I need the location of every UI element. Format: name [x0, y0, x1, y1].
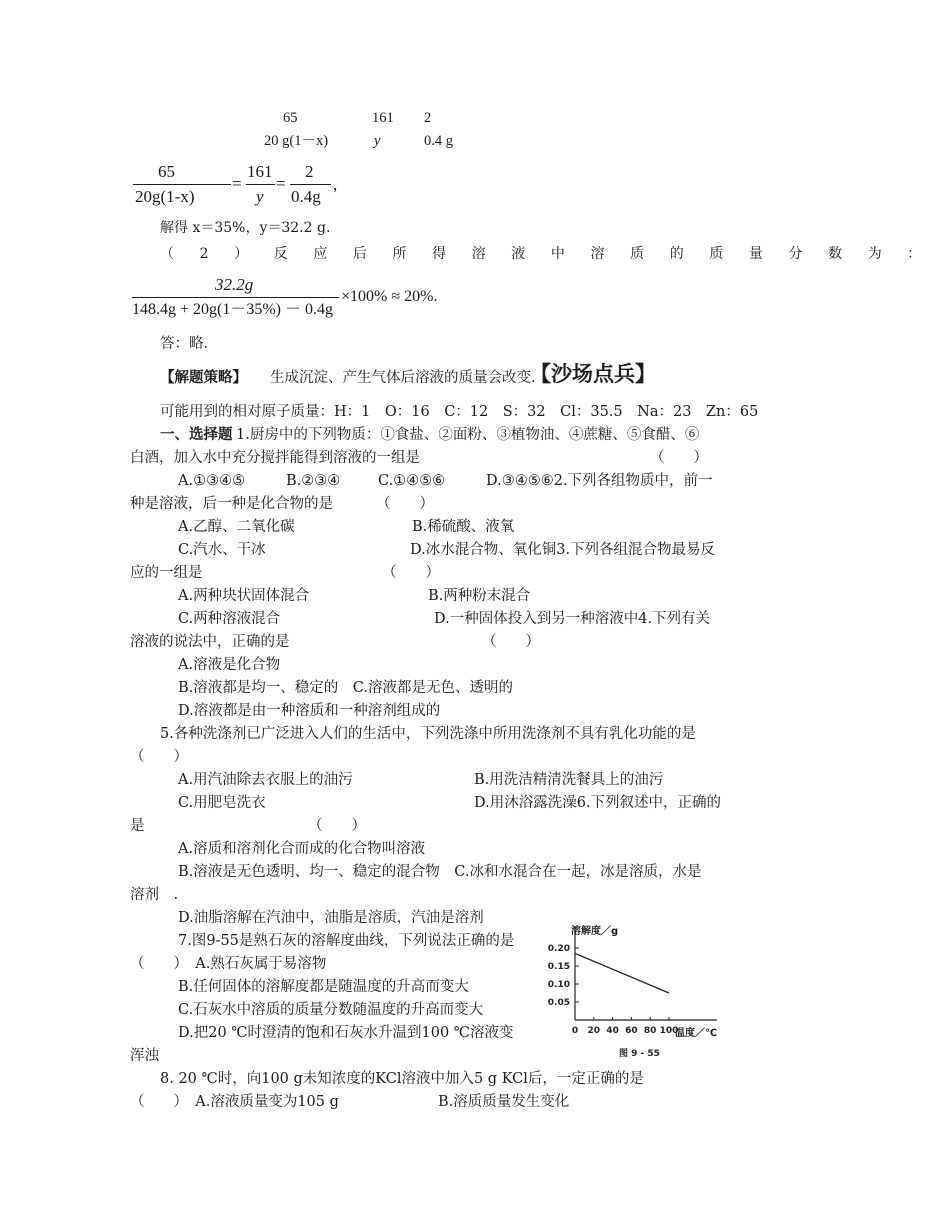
chart-y-tick-label: 0.20 — [547, 944, 570, 954]
q3-answer-paren: （ ） — [382, 565, 440, 581]
q6-answer-paren: （ ） — [308, 818, 366, 834]
frac3-num: 2 — [305, 162, 314, 181]
q6-option-c-cont: 溶剂 . — [130, 887, 179, 903]
q6-stem-2: 是 — [130, 818, 145, 834]
q2-option-b: B.稀硫酸、液氧 — [412, 519, 515, 535]
q1-stem-2: 白酒，加入水中充分搅拌能得到溶液的一组是 — [130, 450, 420, 466]
chart-series-line — [575, 953, 669, 993]
section-title: 【沙场点兵】 — [530, 362, 656, 386]
q6-option-a: A.溶质和溶剂化合而成的化合物叫溶液 — [178, 841, 426, 857]
frac3-bar — [290, 184, 331, 185]
q7-stem: 7.图9-55是熟石灰的溶解度曲线，下列说法正确的是 — [178, 933, 515, 949]
frac1-num: 65 — [158, 162, 175, 181]
q2-option-d-q3-stem: D.冰水混合物、氧化铜3.下列各组混合物最易反 — [410, 542, 716, 558]
q8-option-b: B.溶质质量发生变化 — [438, 1094, 570, 1110]
eq-row2-y: y — [374, 133, 381, 149]
proportion-comma: , — [333, 175, 338, 194]
eq-row1-zn: 65 — [283, 110, 298, 126]
solubility-chart — [535, 918, 745, 1058]
chart-y-tick-label: 0.10 — [547, 980, 570, 990]
part2-line: （2）反应后所得溶液中溶质的质量分数为： — [160, 246, 947, 262]
q7-option-c: C.石灰水中溶质的质量分数随温度的升高而变大 — [178, 1002, 484, 1018]
frac2-bar — [246, 184, 275, 185]
atomic-masses-line: 可能用到的相对原子质量：H：1 O：16 C：12 S：32 Cl：35.5 Na：23 Zn：65 — [160, 404, 759, 420]
q3-option-b: B.两种粉末混合 — [428, 588, 531, 604]
q2-option-c: C.汽水、干冰 — [178, 542, 266, 558]
q2-answer-paren: （ ） — [376, 496, 434, 512]
answer-line: 答：略. — [160, 336, 209, 352]
q4-stem-2: 溶液的说法中，正确的是 — [130, 634, 290, 650]
q5-option-d-q6-stem: D.用沐浴露洗澡6.下列叙述中，正确的 — [474, 795, 722, 811]
q3-stem-2: 应的一组是 — [130, 565, 203, 581]
strategy-text: 生成沉淀、产生气体后溶液的质量会改变. — [270, 370, 536, 386]
chart-y-axis-label: 溶解度／g — [571, 926, 619, 937]
chart-x-tick-label: 100 — [659, 1026, 679, 1036]
q5-stem: 5.各种洗涤剂已广泛进入人们的生活中，下列洗涤中所用洗涤剂不具有乳化功能的是 — [160, 726, 696, 742]
q5-option-b: B.用洗洁精清洗餐具上的油污 — [474, 772, 664, 788]
frac1-den: 20g(1-x) — [135, 187, 195, 206]
eq-sign-1: = — [232, 174, 242, 193]
chart-x-tick-label: 0 — [571, 1026, 579, 1036]
strategy-label: 【解题策略】 — [160, 369, 247, 386]
formula2-den: 148.4g + 20g(1－35%) － 0.4g — [132, 301, 334, 318]
frac2-num: 161 — [247, 162, 273, 181]
q1-stem-1: 1.厨房中的下列物质：①食盐、②面粉、③植物油、④蔗糖、⑤食醋、⑥ — [236, 427, 700, 443]
frac1-bar — [133, 184, 231, 185]
chart-x-tick-label: 20 — [587, 1026, 601, 1036]
q4-option-b-c: B.溶液都是均一、稳定的 C.溶液都是无色、透明的 — [178, 680, 513, 696]
q5-answer-paren: （ ） — [130, 749, 188, 765]
q1-option-c: C.①④⑤⑥ — [378, 473, 446, 489]
q1-option-a: A.①③④⑤ — [178, 473, 246, 489]
q3-option-c: C.两种溶液混合 — [178, 611, 281, 627]
q3-option-d-q4-stem: D.一种固体投入到另一种溶液中4.下列有关 — [434, 611, 711, 627]
eq-row1-zncl2: 161 — [372, 110, 394, 126]
q7-option-d: D.把20 ℃时澄清的饱和石灰水升温到100 ℃溶液变 — [178, 1025, 514, 1041]
q5-option-a: A.用汽油除去衣服上的油污 — [178, 772, 353, 788]
chart-x-tick-label: 60 — [625, 1026, 638, 1036]
q6-option-d: D.油脂溶解在汽油中，油脂是溶质，汽油是溶剂 — [178, 910, 484, 926]
chart-x-tick-label: 40 — [606, 1026, 619, 1036]
chart-caption: 图 9 - 55 — [619, 1049, 660, 1059]
formula2-bar — [132, 297, 339, 298]
q7-option-b: B.任何固体的溶解度都是随温度的升高而变大 — [178, 979, 469, 995]
chart-x-axis-label: 温度／℃ — [675, 1028, 718, 1039]
q4-option-d: D.溶液都是由一种溶质和一种溶剂组成的 — [178, 703, 441, 719]
q7-option-d-cont: 浑浊 — [130, 1048, 159, 1064]
q8-stem: 8. 20 ℃时，向100 g未知浓度的KCl溶液中加入5 g KCl后，一定正确的是 — [160, 1071, 644, 1087]
q2-option-a: A.乙醇、二氧化碳 — [178, 519, 295, 535]
formula2-num: 32.2g — [215, 275, 254, 294]
q1-option-d-q2-stem: D.③④⑤⑥2.下列各组物质中，前一 — [486, 473, 713, 489]
q1-answer-paren: （ ） — [650, 450, 708, 466]
eq-row2-zn: 20 g(1－x) — [264, 133, 329, 149]
q8-paren-option-a: （ ） A.溶液质量变为105 g — [130, 1094, 339, 1110]
frac2-den: y — [256, 187, 264, 206]
q1-option-b: B.②③④ — [286, 473, 341, 489]
chart-y-tick-label: 0.05 — [547, 998, 570, 1008]
q5-option-c: C.用肥皂洗衣 — [178, 795, 266, 811]
chart-x-tick-label: 80 — [643, 1026, 657, 1036]
q4-answer-paren: （ ） — [482, 634, 540, 650]
chart-y-tick-label: 0.15 — [547, 962, 570, 972]
solution-line: 解得 x＝35%，y＝32.2 g. — [160, 220, 331, 236]
q3-option-a: A.两种块状固体混合 — [178, 588, 310, 604]
formula2-tail: ×100% ≈ 20%. — [341, 288, 438, 305]
q6-option-b-c: B.溶液是无色透明、均一、稳定的混合物 C.冰和水混合在一起，冰是溶质，水是 — [178, 864, 702, 880]
eq-sign-2: = — [276, 174, 286, 193]
section1-label: 一、选择题 — [160, 426, 233, 443]
eq-row1-h2: 2 — [424, 110, 432, 126]
q2-stem-2: 种是溶液，后一种是化合物的是 — [130, 496, 333, 512]
q4-option-a: A.溶液是化合物 — [178, 657, 281, 673]
frac3-den: 0.4g — [291, 187, 321, 206]
q7-paren-option-a: （ ） A.熟石灰属于易溶物 — [130, 956, 327, 972]
eq-row2-h2: 0.4 g — [424, 133, 453, 149]
